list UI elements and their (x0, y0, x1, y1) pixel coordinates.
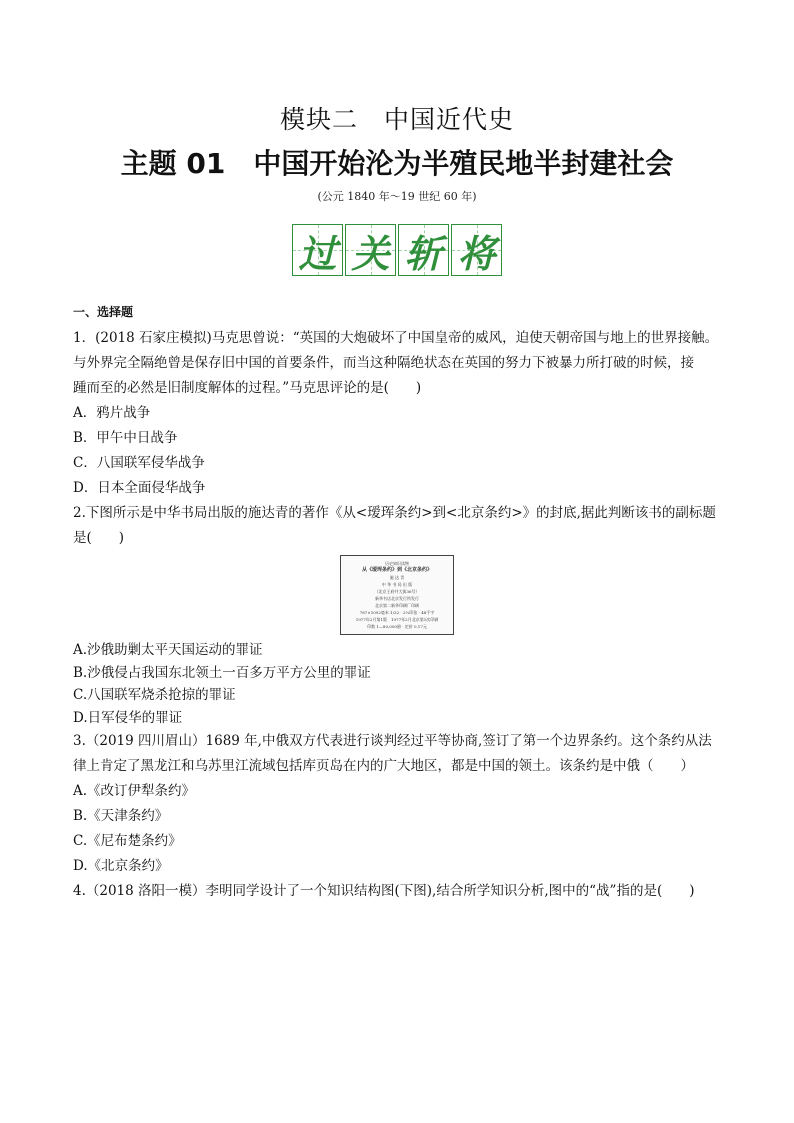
option-a: A.沙俄助剿太平天国运动的罪证 (73, 642, 263, 658)
figure-text: 北京第二新华印刷厂印刷 (375, 603, 419, 608)
option-a: A．鸦片战争 (73, 405, 151, 421)
figure-text: 从《瑷珲条约》到《北京条约》 (361, 567, 432, 573)
banner-cell (345, 224, 396, 276)
banner-cell (451, 224, 502, 276)
banner-char: 将 (457, 230, 496, 276)
option-d: D.日军侵华的罪证 (73, 709, 183, 726)
question-3 (73, 729, 725, 879)
banner-char: 斩 (404, 230, 443, 276)
question-line: 律上肯定了黑龙江和乌苏里江流域包括库页岛在内的广大地区，都是中国的领土。该条约是中俄（ ） (73, 758, 694, 774)
option-c: C.《尼布楚条约》 (73, 833, 182, 849)
figure-text: 历史知识读物 (385, 561, 409, 566)
figure-text: 1977年2月第1版 1977年2月北京第1次印刷 (355, 617, 439, 622)
question-line: 是( ) (73, 530, 125, 546)
option-b: B．甲午中日战争 (73, 430, 178, 446)
option-b: B.《天津条约》 (73, 808, 169, 824)
figure-text: 中 华 书 局 出 版 (381, 582, 413, 587)
module-title: 模块二 中国近代史 (279, 105, 514, 134)
question-line: 与外界完全隔绝曾是保存旧中国的首要条件，而当这种隔绝状态在英国的努力下被暴力所打破的时候，接 (73, 355, 694, 371)
question-list (73, 326, 725, 904)
question-line: 2.下图所示是中华书局出版的施达青的著作《从<瑷珲条约>到<北京条约>》的封底,据此判断该书的副标题 (73, 505, 716, 521)
era-subtitle: (公元 1840 年～19 世纪 60 年) (317, 190, 477, 203)
question-1 (73, 326, 725, 501)
question-line: 3.（2019 四川眉山）1689 年,中俄双方代表进行谈判经过平等协商,签订了第一个边界条约。这个条约从法 (73, 733, 712, 749)
banner-guoguan-zhanjiang (292, 224, 502, 276)
figure-text: 新华书店北京发行所发行 (375, 596, 419, 601)
option-b: B.沙俄侵占我国东北领土一百多万平方公里的罪证 (73, 664, 371, 681)
figure-text: （北京王府井大街36号） (374, 589, 420, 594)
option-a: A.《改订伊犁条约》 (73, 783, 196, 799)
question-2 (73, 501, 725, 729)
section-title: 一、选择题 (73, 305, 134, 319)
question-line: 4.（2018 洛阳一模）李明同学设计了一个知识结构图(下图),结合所学知识分析,图中的“战”指的是( ) (73, 883, 695, 899)
option-c: C．八国联军侵华战争 (73, 455, 205, 471)
question-line: 踵而至的必然是旧制度解体的过程。”马克思评论的是( ) (73, 380, 422, 396)
option-d: D.《北京条约》 (73, 858, 169, 874)
option-d: D．日本全面侵华战争 (73, 480, 206, 496)
topic-title: 主题 01 中国开始沦为半殖民地半封建社会 (120, 147, 674, 180)
question-line: 1．(2018 石家庄模拟)马克思曾说：“英国的大炮破坏了中国皇帝的威风，迫使天朝帝国与地上的世界接触。 (73, 330, 719, 346)
banner-char: 过 (298, 230, 337, 276)
banner-cell (292, 224, 343, 276)
banner-char: 关 (351, 230, 390, 276)
banner-cell (398, 224, 449, 276)
question-4 (73, 879, 725, 904)
figure-text: 787×1092毫米 1/32 · 2⅜印张 · 48千字 (359, 610, 435, 615)
figure-text: 印数 1—80,000册 · 定价 0.17元 (367, 624, 427, 629)
book-back-cover-image (340, 555, 454, 635)
option-c: C.八国联军烧杀抢掠的罪证 (73, 687, 236, 703)
figure-text: 施 达 青 (389, 575, 405, 580)
